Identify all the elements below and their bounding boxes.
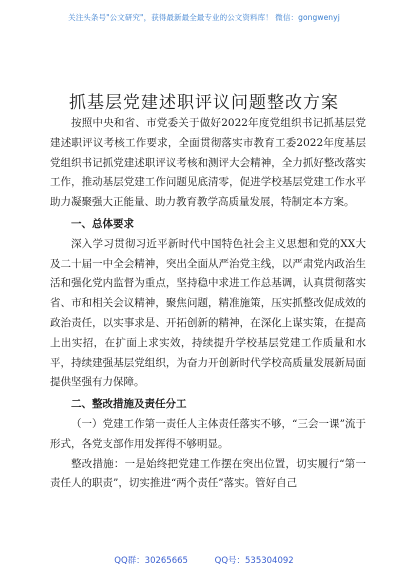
document-body	[50, 114, 366, 494]
measure-item-1: （一）党建工作第一责任人主体责任落实不够，“三会一课”流于形式，各党支部作用发挥得不够明显。	[50, 417, 366, 450]
section-heading-measures: 二、整改措施及责任分工	[71, 398, 187, 411]
section-heading-general-requirements: 一、总体要求	[71, 217, 134, 230]
footer-qq-number: QQ号：535304092	[214, 556, 294, 566]
general-requirements-paragraph: 深入学习贯彻习近平新时代中国特色社会主义思想和党的XX大及二十届一中全会精神，突出全面从严治党主线，以严肃党内政治生活和强化党内监督为重点，坚持稳中求进工作总基调，认真贯彻落实省、市和相关会议精神，聚焦问题，精准施策，压实抓整改促成效的政治责任，以实事求是、开拓创新的精神，在深化上谋实策，在提高上出实招，在扩面上求实效，持续提升学校基层党建工作质量和水平，持续建强基层党组织，为奋力开创新时代学校高质量发展新局面提供坚强有力保障。	[50, 237, 366, 389]
footer-qq-group: QQ群：30265665	[114, 556, 188, 566]
header-promo-note: 关注头条号"公文研究"，获得最新最全最专业的公文资料库！ 微信：gongwenyj	[68, 13, 340, 22]
intro-paragraph: 按照中央和省、市党委关于做好2022年度党组织书记抓基层党建述职评议考核工作要求，全面贯彻落实市教育工委2022年度基层党组织书记抓党建述职评议考核和测评大会精神，全力抓好整改落实工作，推动基层党建工作问题见底清零，促进学校基层党建工作水平助力凝聚强大正能量、助力教育教学高质量发展，特制定本方案。	[50, 117, 366, 209]
measure-item-1-details: 整改措施：一是始终把党建工作摆在突出位置，切实履行“第一责任人的职责”，切实推进“两个责任”落实。管好自己	[50, 457, 366, 490]
footer-contact	[0, 554, 408, 566]
document-title: 抓基层党建述职评议问题整改方案	[69, 93, 339, 113]
